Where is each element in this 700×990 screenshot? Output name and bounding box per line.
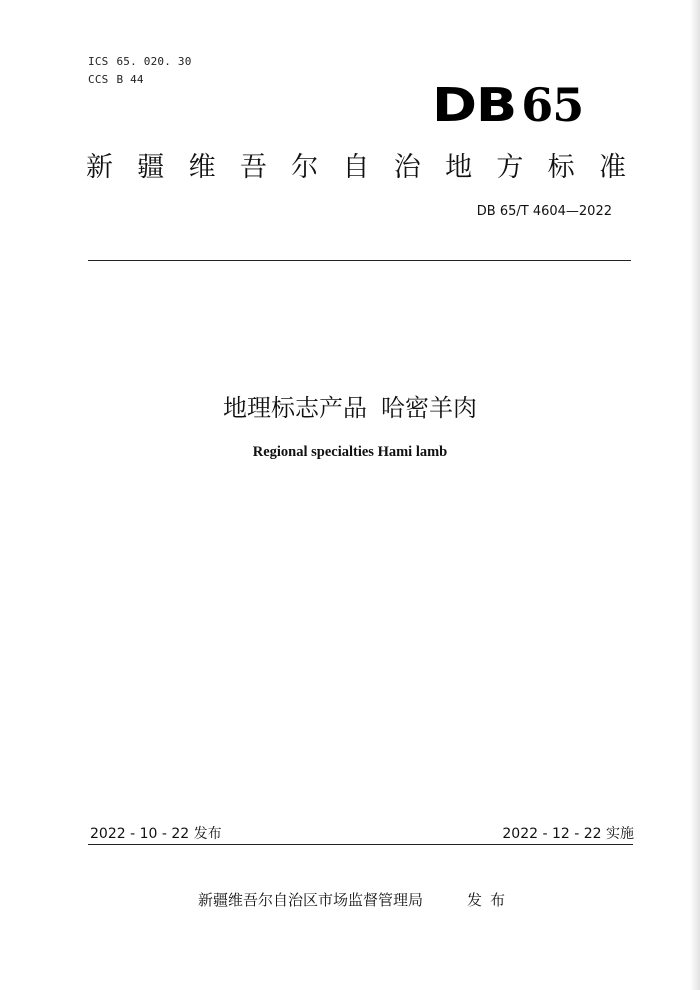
standard-type-char: 标 xyxy=(547,152,575,183)
standard-type-char: 疆 xyxy=(137,152,165,183)
standard-type-title xyxy=(86,148,626,188)
logo-number: 65 xyxy=(521,78,584,132)
standard-number: DB 65/T 4604—2022 xyxy=(476,204,612,219)
issuing-authority: 新疆维吾尔自治区市场监督管理局 xyxy=(198,891,424,909)
english-title: Regional specialties Hami lamb xyxy=(252,444,448,460)
standard-type-char: 准 xyxy=(598,152,626,183)
ics-code xyxy=(88,55,192,68)
logo-letters: DB xyxy=(432,78,517,132)
ics-label: ICS xyxy=(88,55,109,68)
ccs-label: CCS xyxy=(88,73,109,86)
publish-date: 2022 - 10 - 22 发布 xyxy=(90,826,222,842)
ccs-value: B 44 xyxy=(116,73,144,86)
document-title xyxy=(0,388,700,423)
standard-type-char: 地 xyxy=(445,152,473,183)
db65-logo xyxy=(432,80,592,130)
bottom-divider xyxy=(88,844,633,845)
standard-type-char: 新 xyxy=(86,152,113,183)
top-divider xyxy=(88,260,631,261)
standard-type-char: 治 xyxy=(393,152,421,183)
standard-type-char: 自 xyxy=(342,152,370,183)
ccs-code xyxy=(88,73,144,86)
title-part-2: 哈密羊肉 xyxy=(381,394,477,422)
standard-type-char: 方 xyxy=(496,152,524,183)
issue-label: 发布 xyxy=(467,891,514,909)
scan-edge-shading xyxy=(690,0,700,990)
implement-date: 2022 - 12 - 22 实施 xyxy=(502,826,634,842)
standard-type-char: 吾 xyxy=(239,152,267,183)
ics-value: 65. 020. 30 xyxy=(116,55,192,68)
standard-type-char: 尔 xyxy=(291,152,319,183)
title-part-1: 地理标志产品 xyxy=(223,394,367,422)
standard-type-char: 维 xyxy=(188,152,216,183)
